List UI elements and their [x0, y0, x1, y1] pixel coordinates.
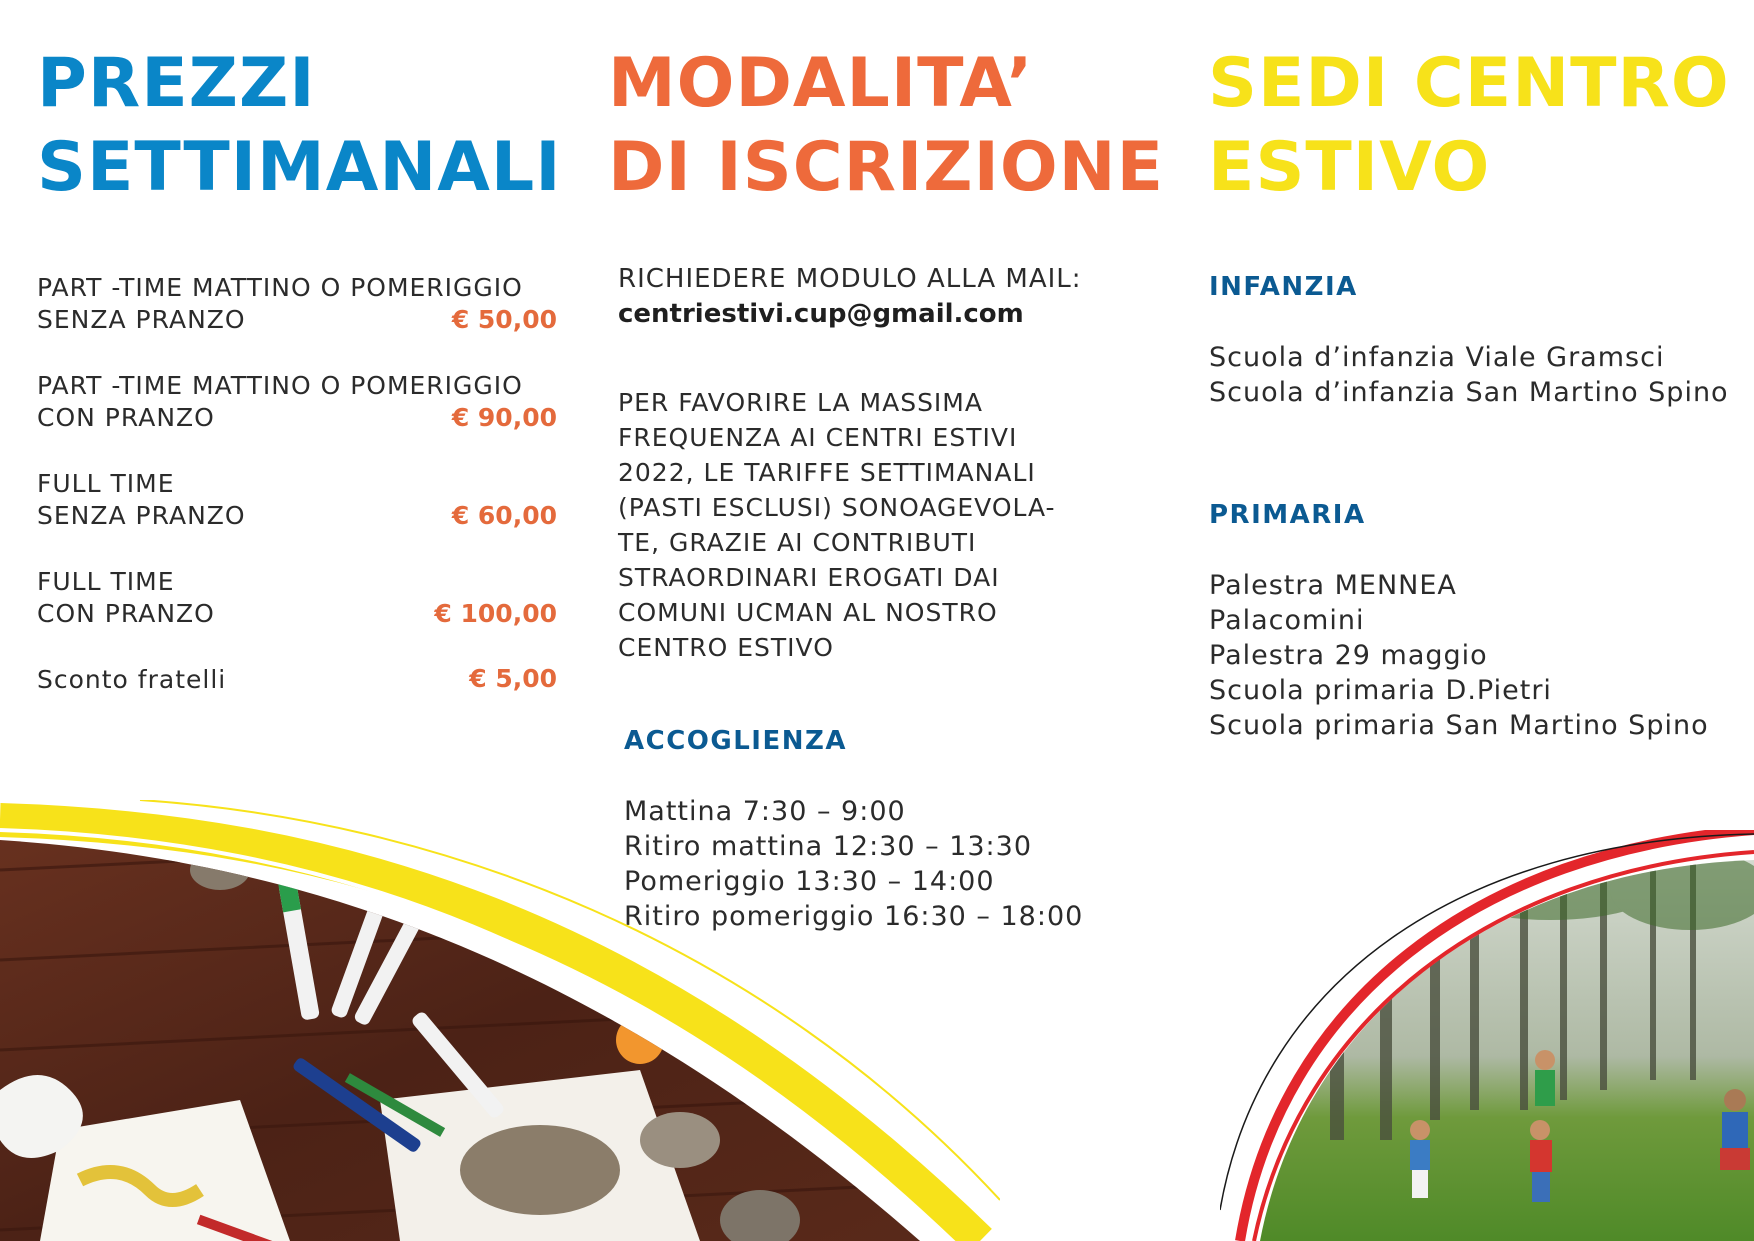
infanzia-title: INFANZIA: [1209, 272, 1358, 302]
price-label: FULL TIME: [37, 567, 175, 596]
location-line: Palacomini: [1209, 605, 1365, 636]
price-list: [37, 272, 557, 704]
accoglienza-title: ACCOGLIENZA: [624, 726, 847, 756]
heading-prezzi-settimanali: [37, 42, 562, 210]
heading-sedi-centro-estivo: [1208, 42, 1730, 210]
paragraph-line: 2022, LE TARIFFE SETTIMANALI: [618, 458, 1036, 487]
price-label: CON PRANZO: [37, 599, 215, 628]
paragraph-line: TE, GRAZIE AI CONTRIBUTI: [618, 528, 977, 557]
price-label: Sconto fratelli: [37, 665, 227, 694]
primaria-title: PRIMARIA: [1209, 500, 1366, 530]
price-item: [37, 370, 557, 468]
price-item: [37, 272, 557, 370]
heading-line: SEDI CENTRO: [1208, 44, 1730, 123]
location-line: Scuola d’infanzia Viale Gramsci: [1209, 342, 1665, 373]
heading-line: DI ISCRIZIONE: [608, 128, 1165, 207]
location-line: Scuola primaria San Martino Spino: [1209, 710, 1709, 741]
kids-forest-photo: [1220, 830, 1754, 1241]
location-line: Scuola d’infanzia San Martino Spino: [1209, 377, 1729, 408]
price-value: € 90,00: [451, 403, 557, 432]
infanzia-list: [1209, 340, 1729, 410]
contact-email[interactable]: centriestivi.cup@gmail.com: [618, 299, 1024, 329]
paragraph-line: PER FAVORIRE LA MASSIMA: [618, 388, 983, 417]
price-label: CON PRANZO: [37, 403, 215, 432]
price-label: PART -TIME MATTINO O POMERIGGIO: [37, 371, 523, 400]
price-item: [37, 664, 557, 704]
heading-line: MODALITA’: [608, 44, 1034, 123]
info-paragraph: [618, 385, 1138, 665]
mail-label: RICHIEDERE MODULO ALLA MAIL:: [618, 264, 1082, 294]
price-value: € 5,00: [469, 664, 557, 693]
location-line: Palestra 29 maggio: [1209, 640, 1488, 671]
location-line: Palestra MENNEA: [1209, 570, 1457, 601]
paragraph-line: (PASTI ESCLUSI) SONOAGEVOLA-: [618, 493, 1056, 522]
heading-modalita-iscrizione: [608, 42, 1164, 210]
price-label: SENZA PRANZO: [37, 305, 246, 334]
price-value: € 50,00: [451, 305, 557, 334]
paragraph-line: CENTRO ESTIVO: [618, 633, 834, 662]
schedule-line: Pomeriggio 13:30 – 14:00: [624, 866, 995, 897]
primaria-list: [1209, 568, 1709, 743]
schedule-line: Ritiro pomeriggio 16:30 – 18:00: [624, 901, 1084, 932]
art-supplies-photo: [0, 800, 1000, 1241]
schedule-line: Mattina 7:30 – 9:00: [624, 796, 906, 827]
heading-line: SETTIMANALI: [37, 128, 562, 207]
paragraph-line: COMUNI UCMAN AL NOSTRO: [618, 598, 998, 627]
paragraph-line: FREQUENZA AI CENTRI ESTIVI: [618, 423, 1018, 452]
price-label: FULL TIME: [37, 469, 175, 498]
price-label: SENZA PRANZO: [37, 501, 246, 530]
price-value: € 100,00: [434, 599, 557, 628]
price-value: € 60,00: [451, 501, 557, 530]
schedule-line: Ritiro mattina 12:30 – 13:30: [624, 831, 1033, 862]
price-item: [37, 566, 557, 664]
heading-line: PREZZI: [37, 44, 316, 123]
price-label: PART -TIME MATTINO O POMERIGGIO: [37, 273, 523, 302]
location-line: Scuola primaria D.Pietri: [1209, 675, 1552, 706]
price-item: [37, 468, 557, 566]
heading-line: ESTIVO: [1208, 128, 1491, 207]
paragraph-line: STRAORDINARI EROGATI DAI: [618, 563, 1000, 592]
